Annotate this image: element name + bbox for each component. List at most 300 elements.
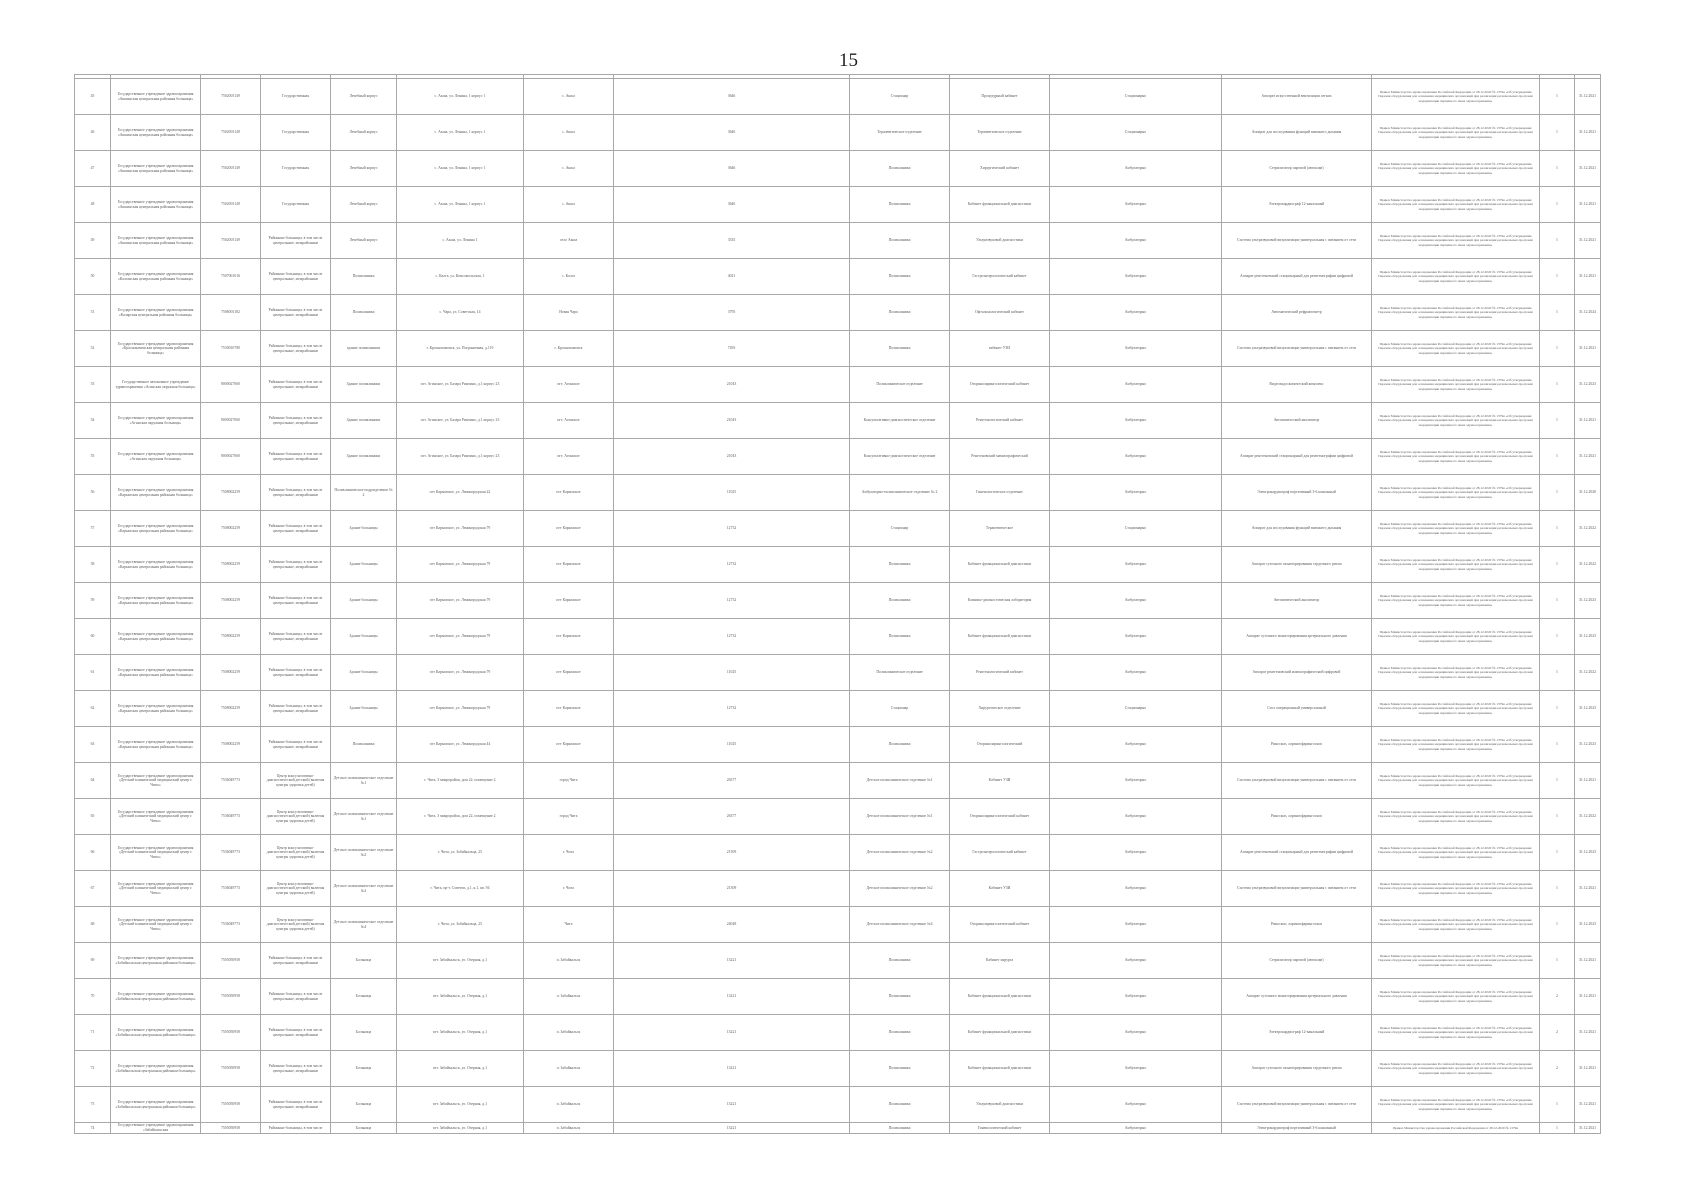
- building-cell: Здание поликлиники: [331, 403, 397, 439]
- room-cell: Хирургическое отделение: [950, 691, 1050, 727]
- address-cell: с. Акша, ул. Ленина, 1 корпус 1: [397, 79, 524, 115]
- equipment-name-cell: Аппарат суточного мониторирования артериального давления: [1222, 619, 1372, 655]
- population-cell: 3646: [614, 115, 850, 151]
- inn-cell: 7536049773: [201, 871, 261, 907]
- org-type-cell: Центр консультативно-диагностический детский (включая центры здоровья детей): [261, 763, 331, 799]
- room-cell: Терапевтическое: [950, 511, 1050, 547]
- legal-basis-cell: Приказ Министерства здравоохранения Российской Федерации от 28.12.2020 № 1379н «Об утверждении Перечня оборудования для оснащения медицинских организаций при реализации региональных программ модернизации первичного звена здравоохранения»: [1372, 151, 1540, 187]
- table-row: [75, 331, 1601, 367]
- legal-basis-cell: Приказ Министерства здравоохранения Российской Федерации от 28.12.2020 № 1379н «Об утверждении Перечня оборудования для оснащения медицинских организаций при реализации региональных программ модернизации первичного звена здравоохранения»: [1372, 295, 1540, 331]
- settlement-cell: Новая Чара: [524, 295, 614, 331]
- inn-cell: 7502001149: [201, 223, 261, 259]
- row-number-cell: 71: [75, 1015, 111, 1051]
- settlement-cell: п. Забайкальск: [524, 979, 614, 1015]
- legal-basis-cell: Приказ Министерства здравоохранения Российской Федерации от 28.12.2020 № 1379н «Об утверждении Перечня оборудования для оснащения медицинских организаций при реализации региональных программ модернизации первичного звена здравоохранения»: [1372, 331, 1540, 367]
- organization-name-cell: Государственное учреждение здравоохранения «Карымская центральная районная больница»: [111, 511, 201, 547]
- org-type-cell: Районные больницы, в том числе центральные, межрайонные: [261, 1015, 331, 1051]
- quantity-cell: 1: [1540, 1087, 1575, 1123]
- quantity-cell: 1: [1540, 763, 1575, 799]
- building-cell: Здание больницы: [331, 691, 397, 727]
- due-date-cell: 31.12.2022: [1575, 511, 1601, 547]
- table-row: [75, 151, 1601, 187]
- legal-basis-cell: Приказ Министерства здравоохранения Российской Федерации от 28.12.2020 № 1379н «Об утверждении Перечня оборудования для оснащения медицинских организаций при реализации региональных программ модернизации первичного звена здравоохранения»: [1372, 403, 1540, 439]
- row-number-cell: 60: [75, 619, 111, 655]
- address-cell: г. Чита, ул. Забайкальца, 25: [397, 907, 524, 943]
- quantity-cell: 1: [1540, 295, 1575, 331]
- organization-name-cell: Государственное учреждение здравоохранения «Детский клинический медицинский центр г. Читы»: [111, 871, 201, 907]
- legal-basis-cell: Приказ Министерства здравоохранения Российской Федерации от 28.12.2020 № 1379н «Об утверждении Перечня оборудования для оснащения медицинских организаций при реализации региональных программ модернизации первичного звена здравоохранения»: [1372, 799, 1540, 835]
- settlement-cell: пгт. Агинское: [524, 367, 614, 403]
- care-form-cell: Амбулаторно: [1050, 799, 1222, 835]
- org-type-cell: Районные больницы, в том числе центральные, межрайонные: [261, 511, 331, 547]
- row-number-cell: 73: [75, 1087, 111, 1123]
- org-type-cell: Центр консультативно-диагностический детский (включая центры здоровья детей): [261, 835, 331, 871]
- population-cell: 3646: [614, 151, 850, 187]
- building-cell: Здание больницы: [331, 619, 397, 655]
- building-cell: Больница: [331, 1123, 397, 1134]
- row-number-cell: 68: [75, 907, 111, 943]
- inn-cell: 7508002259: [201, 619, 261, 655]
- table-row: [75, 835, 1601, 871]
- room-cell: Оториноларингологический кабинет: [950, 799, 1050, 835]
- legal-basis-cell: Приказ Министерства здравоохранения Российской Федерации от 28.12.2020 № 1379н «Об утверждении Перечня оборудования для оснащения медицинских организаций при реализации региональных программ модернизации первичного звена здравоохранения»: [1372, 79, 1540, 115]
- subdivision-cell: Консультативно-диагностическое отделение: [850, 439, 950, 475]
- settlement-cell: пгт Карымское: [524, 619, 614, 655]
- population-cell: 12732: [614, 691, 850, 727]
- room-cell: кабинет УЗИ: [950, 331, 1050, 367]
- population-cell: 12732: [614, 547, 850, 583]
- quantity-cell: 1: [1540, 259, 1575, 295]
- table-row: [75, 223, 1601, 259]
- settlement-cell: с. Калга: [524, 259, 614, 295]
- organization-name-cell: Государственное учреждение здравоохранения «Акшинская центральная районная больница»: [111, 187, 201, 223]
- care-form-cell: Амбулаторно: [1050, 439, 1222, 475]
- inn-cell: 7508002259: [201, 691, 261, 727]
- table-row: [75, 655, 1601, 691]
- building-cell: Поликлиническое подразделение № 2: [331, 475, 397, 511]
- subdivision-cell: Поликлиника: [850, 151, 950, 187]
- building-cell: Поликлиника: [331, 727, 397, 763]
- care-form-cell: Амбулаторно: [1050, 187, 1222, 223]
- subdivision-cell: Поликлиника: [850, 259, 950, 295]
- due-date-cell: 31.12.2021: [1575, 1123, 1601, 1134]
- room-cell: Кабинет функциональной диагностики: [950, 1051, 1050, 1087]
- population-cell: 13221: [614, 1087, 850, 1123]
- address-cell: с. Калга, ул. Комсомольская, 1: [397, 259, 524, 295]
- due-date-cell: 31.12.2021: [1575, 223, 1601, 259]
- inn-cell: 7508002259: [201, 583, 261, 619]
- equipment-name-cell: Электрокардиограф портативный 3-6 канальный: [1222, 1123, 1372, 1134]
- settlement-cell: с. Акша: [524, 187, 614, 223]
- subdivision-cell: Поликлиника: [850, 583, 950, 619]
- quantity-cell: 2: [1540, 1015, 1575, 1051]
- quantity-cell: 2: [1540, 1051, 1575, 1087]
- settlement-cell: село Акша: [524, 223, 614, 259]
- building-cell: здание поликлиники: [331, 331, 397, 367]
- equipment-name-cell: Видеоэндоскопический комплекс: [1222, 367, 1372, 403]
- subdivision-cell: Детское поликлиническое отделение №2: [850, 871, 950, 907]
- table-row: [75, 259, 1601, 295]
- address-cell: пгт. Агинское, ул. Базара Ринчино, д.1 корпус 23: [397, 403, 524, 439]
- org-type-cell: Районные больницы, в том числе центральные, межрайонные: [261, 1051, 331, 1087]
- care-form-cell: Амбулаторно: [1050, 475, 1222, 511]
- equipment-register-sheet: [74, 74, 1600, 1134]
- address-cell: пгт Карымское, ул. Ленинградская 79: [397, 619, 524, 655]
- population-cell: 21309: [614, 871, 850, 907]
- due-date-cell: 31.12.2021: [1575, 331, 1601, 367]
- table-row: [75, 295, 1601, 331]
- building-cell: Детское поликлиническое отделение №2: [331, 835, 397, 871]
- care-form-cell: Амбулаторно: [1050, 259, 1222, 295]
- settlement-cell: пгт Карымское: [524, 583, 614, 619]
- legal-basis-cell: Приказ Министерства здравоохранения Российской Федерации от 28.12.2020 № 1379н «Об утверждении Перечня оборудования для оснащения медицинских организаций при реализации региональных программ модернизации первичного звена здравоохранения»: [1372, 979, 1540, 1015]
- row-number-cell: 52: [75, 331, 111, 367]
- subdivision-cell: Поликлиника: [850, 1087, 950, 1123]
- inn-cell: 7505050958: [201, 1051, 261, 1087]
- organization-name-cell: Государственное учреждение здравоохранения «Акшинская центральная районная больница»: [111, 223, 201, 259]
- inn-cell: 7530010780: [201, 331, 261, 367]
- org-type-cell: Государственная: [261, 79, 331, 115]
- address-cell: пгт Карымское, ул. Ленинградская 79: [397, 583, 524, 619]
- quantity-cell: 1: [1540, 835, 1575, 871]
- building-cell: Детское поликлиническое отделение №1: [331, 763, 397, 799]
- inn-cell: 7536049773: [201, 799, 261, 835]
- population-cell: 12732: [614, 583, 850, 619]
- due-date-cell: 31.12.2021: [1575, 115, 1601, 151]
- org-type-cell: Районные больницы, в том числе центральные, межрайонные: [261, 691, 331, 727]
- equipment-name-cell: Стерилизатор паровой (автоклав): [1222, 943, 1372, 979]
- room-cell: Рентгенологический кабинет: [950, 655, 1050, 691]
- legal-basis-cell: Приказ Министерства здравоохранения Российской Федерации от 28.12.2020 № 1379н «Об утверждении Перечня оборудования для оснащения медицинских организаций при реализации региональных программ модернизации первичного звена здравоохранения»: [1372, 1087, 1540, 1123]
- table-row: [75, 583, 1601, 619]
- legal-basis-cell: Приказ Министерства здравоохранения Российской Федерации от 28.12.2020 № 1379н «Об утверждении Перечня оборудования для оснащения медицинских организаций при реализации региональных программ модернизации первичного звена здравоохранения»: [1372, 763, 1540, 799]
- room-cell: Кабинет УЗИ: [950, 871, 1050, 907]
- settlement-cell: пгт. Агинское: [524, 439, 614, 475]
- row-number-cell: 72: [75, 1051, 111, 1087]
- org-type-cell: Центр консультативно-диагностический детский (включая центры здоровья детей): [261, 907, 331, 943]
- equipment-register-table: [74, 74, 1601, 1134]
- legal-basis-cell: Приказ Министерства здравоохранения Российской Федерации от 28.12.2020 № 1379н «Об утверждении Перечня оборудования для оснащения медицинских организаций при реализации региональных программ модернизации первичного звена здравоохранения»: [1372, 187, 1540, 223]
- inn-cell: 7505050958: [201, 1015, 261, 1051]
- population-cell: 7493: [614, 331, 850, 367]
- address-cell: г. Чита, 3 микрорайон, дом 22, помещение 2: [397, 763, 524, 799]
- quantity-cell: 1: [1540, 799, 1575, 835]
- address-cell: пгт Карымское, ул. Ленинградская 79: [397, 655, 524, 691]
- organization-name-cell: Государственное учреждение здравоохранения «Карымская центральная районная больница»: [111, 583, 201, 619]
- equipment-name-cell: Автоматический анализатор: [1222, 403, 1372, 439]
- building-cell: Больница: [331, 979, 397, 1015]
- table-row: [75, 403, 1601, 439]
- quantity-cell: 1: [1540, 655, 1575, 691]
- settlement-cell: пгт Карымское: [524, 511, 614, 547]
- subdivision-cell: Поликлиника: [850, 727, 950, 763]
- quantity-cell: 1: [1540, 943, 1575, 979]
- row-number-cell: 46: [75, 115, 111, 151]
- equipment-name-cell: Система ультразвуковой визуализации универсальная с питанием от сети: [1222, 331, 1372, 367]
- building-cell: Больница: [331, 1051, 397, 1087]
- room-cell: Кабинет функциональной диагностики: [950, 547, 1050, 583]
- row-number-cell: 56: [75, 475, 111, 511]
- due-date-cell: 31.12.2021: [1575, 1051, 1601, 1087]
- legal-basis-cell: Приказ Министерства здравоохранения Российской Федерации от 28.12.2020 № 1379н «Об утверждении Перечня оборудования для оснащения медицинских организаций при реализации региональных программ модернизации первичного звена здравоохранения»: [1372, 547, 1540, 583]
- care-form-cell: Амбулаторно: [1050, 547, 1222, 583]
- table-row: [75, 367, 1601, 403]
- table-row: [75, 115, 1601, 151]
- quantity-cell: 1: [1540, 115, 1575, 151]
- table-row: [75, 475, 1601, 511]
- inn-cell: 7508002259: [201, 475, 261, 511]
- care-form-cell: Амбулаторно: [1050, 1087, 1222, 1123]
- equipment-name-cell: Аппарат рентгеновский маммографический цифровой: [1222, 655, 1372, 691]
- equipment-name-cell: Стерилизатор паровой (автоклав): [1222, 151, 1372, 187]
- population-cell: 21043: [614, 367, 850, 403]
- room-cell: Гинекологический кабинет: [950, 1123, 1050, 1134]
- legal-basis-cell: Приказ Министерства здравоохранения Российской Федерации от 28.12.2020 № 1379н «Об утверждении Перечня оборудования для оснащения медицинских организаций при реализации региональных программ модернизации первичного звена здравоохранения»: [1372, 835, 1540, 871]
- population-cell: 21309: [614, 835, 850, 871]
- quantity-cell: 1: [1540, 79, 1575, 115]
- settlement-cell: город Чита: [524, 763, 614, 799]
- address-cell: пгт Карымское, ул. Ленинградская 79: [397, 691, 524, 727]
- settlement-cell: г. Краснокаменск: [524, 331, 614, 367]
- table-row: [75, 1087, 1601, 1123]
- address-cell: пгт. Забайкальск, ул. Озерная, д.1: [397, 1087, 524, 1123]
- quantity-cell: 1: [1540, 583, 1575, 619]
- care-form-cell: Амбулаторно: [1050, 1123, 1222, 1134]
- equipment-name-cell: Аппарат для исследования функций внешнего дыхания: [1222, 115, 1372, 151]
- organization-name-cell: Государственное учреждение здравоохранения «Карымская центральная районная больница»: [111, 727, 201, 763]
- organization-name-cell: Государственное учреждение здравоохранения «Забайкальская центральная районная больница»: [111, 1087, 201, 1123]
- population-cell: 13221: [614, 979, 850, 1015]
- equipment-name-cell: Аппарат рентгеновский стационарный для рентгенографии цифровой: [1222, 835, 1372, 871]
- org-type-cell: Районные больницы, в том числе: [261, 1123, 331, 1134]
- organization-name-cell: Государственное учреждение здравоохранения «Забайкальская центральная районная больница»: [111, 1015, 201, 1051]
- equipment-name-cell: Электрокардиограф портативный 3-6 канальный: [1222, 475, 1372, 511]
- care-form-cell: Стационарно: [1050, 79, 1222, 115]
- population-cell: 12732: [614, 511, 850, 547]
- equipment-name-cell: Система ультразвуковой визуализации универсальная с питанием от сети: [1222, 1087, 1372, 1123]
- care-form-cell: Амбулаторно: [1050, 871, 1222, 907]
- due-date-cell: 31.12.2020: [1575, 475, 1601, 511]
- legal-basis-cell: Приказ Министерства здравоохранения Российской Федерации от 28.12.2020 № 1379н «Об утверждении Перечня оборудования для оснащения медицинских организаций при реализации региональных программ модернизации первичного звена здравоохранения»: [1372, 727, 1540, 763]
- due-date-cell: 31.12.2022: [1575, 547, 1601, 583]
- equipment-name-cell: Аппарат рентгеновский стационарный для рентгенографии цифровой: [1222, 259, 1372, 295]
- quantity-cell: 1: [1540, 331, 1575, 367]
- legal-basis-cell: Приказ Министерства здравоохранения Российской Федерации от 28.12.2020 № 1379н «Об утверждении Перечня оборудования для оснащения медицинских организаций при реализации региональных программ модернизации первичного звена здравоохранения»: [1372, 475, 1540, 511]
- due-date-cell: 31.12.2023: [1575, 619, 1601, 655]
- address-cell: с. Акша, ул. Ленина, 1 корпус 1: [397, 151, 524, 187]
- care-form-cell: Амбулаторно: [1050, 835, 1222, 871]
- quantity-cell: 1: [1540, 547, 1575, 583]
- legal-basis-cell: Приказ Министерства здравоохранения Российской Федерации от 28.12.2020 № 1379н «Об утверждении Перечня оборудования для оснащения медицинских организаций при реализации региональных программ модернизации первичного звена здравоохранения»: [1372, 367, 1540, 403]
- equipment-name-cell: Аппарат суточного мониторирования артериального давления: [1222, 979, 1372, 1015]
- settlement-cell: п. Забайкальск: [524, 1015, 614, 1051]
- room-cell: Гастроэнтерологический кабинет: [950, 835, 1050, 871]
- building-cell: Больница: [331, 1015, 397, 1051]
- room-cell: Оториноларингологический кабинет: [950, 367, 1050, 403]
- equipment-name-cell: Аппарат суточного мониторирования сердечного ритма: [1222, 547, 1372, 583]
- care-form-cell: Амбулаторно: [1050, 907, 1222, 943]
- population-cell: 3335: [614, 223, 850, 259]
- inn-cell: 7508002259: [201, 727, 261, 763]
- row-number-cell: 53: [75, 367, 111, 403]
- organization-name-cell: Государственное учреждение здравоохранения «Карымская центральная районная больница»: [111, 547, 201, 583]
- care-form-cell: Амбулаторно: [1050, 1051, 1222, 1087]
- equipment-name-cell: Аппарат для исследования функций внешнего дыхания: [1222, 511, 1372, 547]
- address-cell: с. Акша, ул. Ленина 1: [397, 223, 524, 259]
- legal-basis-cell: Приказ Министерства здравоохранения Российской Федерации от 28.12.2020 № 1379н «Об утверждении Перечня оборудования для оснащения медицинских организаций при реализации региональных программ модернизации первичного звена здравоохранения»: [1372, 583, 1540, 619]
- address-cell: пгт. Забайкальск, ул. Озерная, д.1: [397, 979, 524, 1015]
- register-body: [75, 75, 1601, 1134]
- organization-name-cell: Государственное учреждение здравоохранения «Детский клинический медицинский центр г. Читы»: [111, 907, 201, 943]
- due-date-cell: 31.12.2021: [1575, 871, 1601, 907]
- organization-name-cell: Государственное учреждение здравоохранения «Агинская окружная больница»: [111, 439, 201, 475]
- inn-cell: 7508002259: [201, 655, 261, 691]
- organization-name-cell: Государственное учреждение здравоохранения «Забайкальская центральная районная больница»: [111, 979, 201, 1015]
- population-cell: 3795: [614, 295, 850, 331]
- building-cell: Здание больницы: [331, 547, 397, 583]
- row-number-cell: 74: [75, 1123, 111, 1134]
- row-number-cell: 70: [75, 979, 111, 1015]
- settlement-cell: пгт Карымское: [524, 727, 614, 763]
- address-cell: с. Чара, ул. Советская, 14: [397, 295, 524, 331]
- population-cell: 3646: [614, 79, 850, 115]
- row-number-cell: 67: [75, 871, 111, 907]
- population-cell: 12732: [614, 619, 850, 655]
- organization-name-cell: Государственное автономное учреждение здравоохранения «Агинская окружная больница»: [111, 367, 201, 403]
- row-number-cell: 50: [75, 259, 111, 295]
- building-cell: Лечебный корпус: [331, 187, 397, 223]
- legal-basis-cell: Приказ Министерства здравоохранения Российской Федерации от 28.12.2020 № 1379н «Об утверждении Перечня оборудования для оснащения медицинских организаций при реализации региональных программ модернизации первичного звена здравоохранения»: [1372, 1015, 1540, 1051]
- inn-cell: 7502001149: [201, 151, 261, 187]
- org-type-cell: Районные больницы, в том числе центральные, межрайонные: [261, 331, 331, 367]
- settlement-cell: город Чита: [524, 799, 614, 835]
- equipment-name-cell: Система ультразвуковой визуализации универсальная с питанием от сети: [1222, 871, 1372, 907]
- quantity-cell: 1: [1540, 619, 1575, 655]
- legal-basis-cell: Приказ Министерства здравоохранения Российской Федерации от 28.12.2020 № 1379н «Об утверждении Перечня оборудования для оснащения медицинских организаций при реализации региональных программ модернизации первичного звена здравоохранения»: [1372, 439, 1540, 475]
- row-number-cell: 49: [75, 223, 111, 259]
- room-cell: Терапевтическое отделение: [950, 115, 1050, 151]
- care-form-cell: Амбулаторно: [1050, 763, 1222, 799]
- quantity-cell: 1: [1540, 151, 1575, 187]
- equipment-name-cell: Аппарат суточного мониторирования сердечного ритма: [1222, 1051, 1372, 1087]
- quantity-cell: 2: [1540, 979, 1575, 1015]
- subdivision-cell: Консультативно-диагностическое отделение: [850, 403, 950, 439]
- due-date-cell: 31.12.2021: [1575, 979, 1601, 1015]
- care-form-cell: Амбулаторно: [1050, 331, 1222, 367]
- due-date-cell: 31.12.2021: [1575, 439, 1601, 475]
- subdivision-cell: Стационар: [850, 511, 950, 547]
- care-form-cell: Амбулаторно: [1050, 943, 1222, 979]
- legal-basis-cell: Приказ Министерства здравоохранения Российской Федерации от 28.12.2020 № 1379н «Об утверждении Перечня оборудования для оснащения медицинских организаций при реализации региональных программ модернизации первичного звена здравоохранения»: [1372, 619, 1540, 655]
- table-row: [75, 871, 1601, 907]
- row-number-cell: 63: [75, 727, 111, 763]
- room-cell: Гинекологическое отделение: [950, 475, 1050, 511]
- row-number-cell: 65: [75, 799, 111, 835]
- quantity-cell: 1: [1540, 223, 1575, 259]
- address-cell: г. Краснокаменск, ул. Пограничная, д.119: [397, 331, 524, 367]
- due-date-cell: 31.12.2021: [1575, 259, 1601, 295]
- population-cell: 26377: [614, 763, 850, 799]
- address-cell: пгт. Забайкальск, ул. Озерная, д.1: [397, 1015, 524, 1051]
- inn-cell: 7502001149: [201, 115, 261, 151]
- table-row: [75, 979, 1601, 1015]
- address-cell: пгт. Забайкальск, ул. Озерная, д.1: [397, 943, 524, 979]
- room-cell: Клинико-диагностическая лаборатория: [950, 583, 1050, 619]
- address-cell: пгт Карымское, ул. Ленинградская 79: [397, 547, 524, 583]
- due-date-cell: 31.12.2023: [1575, 835, 1601, 871]
- org-type-cell: Районные больницы, в том числе центральные, межрайонные: [261, 367, 331, 403]
- building-cell: Детское поликлиническое отделение №2: [331, 871, 397, 907]
- address-cell: с. Акша, ул. Ленина, 1 корпус 1: [397, 187, 524, 223]
- room-cell: Ультразвуковой диагностики: [950, 223, 1050, 259]
- settlement-cell: п. Забайкальск: [524, 1123, 614, 1134]
- equipment-name-cell: Стол операционный универсальный: [1222, 691, 1372, 727]
- subdivision-cell: Детское поликлиническое отделение №1: [850, 799, 950, 835]
- organization-name-cell: Государственное учреждение здравоохранения «Забайкальская центральная районная больница»: [111, 943, 201, 979]
- legal-basis-cell: Приказ Министерства здравоохранения Российской Федерации от 28.12.2020 № 1379н: [1372, 1123, 1540, 1134]
- org-type-cell: Районные больницы, в том числе центральные, межрайонные: [261, 583, 331, 619]
- settlement-cell: пгт. Агинское: [524, 403, 614, 439]
- population-cell: 3646: [614, 187, 850, 223]
- due-date-cell: 31.12.2022: [1575, 655, 1601, 691]
- quantity-cell: 1: [1540, 403, 1575, 439]
- equipment-name-cell: Риноскоп, ларингофарингоскоп: [1222, 727, 1372, 763]
- quantity-cell: 1: [1540, 367, 1575, 403]
- population-cell: 11025: [614, 475, 850, 511]
- building-cell: Лечебный корпус: [331, 115, 397, 151]
- org-type-cell: Центр консультативно-диагностический детский (включая центры здоровья детей): [261, 799, 331, 835]
- row-number-cell: 66: [75, 835, 111, 871]
- inn-cell: 7508002259: [201, 511, 261, 547]
- subdivision-cell: Детское поликлиническое отделение №4: [850, 907, 950, 943]
- legal-basis-cell: Приказ Министерства здравоохранения Российской Федерации от 28.12.2020 № 1379н «Об утверждении Перечня оборудования для оснащения медицинских организаций при реализации региональных программ модернизации первичного звена здравоохранения»: [1372, 655, 1540, 691]
- row-number-cell: 62: [75, 691, 111, 727]
- org-type-cell: Районные больницы, в том числе центральные, межрайонные: [261, 439, 331, 475]
- quantity-cell: 1: [1540, 691, 1575, 727]
- due-date-cell: 31.12.2023: [1575, 691, 1601, 727]
- address-cell: пгт. Агинское, ул. Базара Ринчино, д.1 корпус 23: [397, 439, 524, 475]
- building-cell: Больница: [331, 1087, 397, 1123]
- room-cell: Кабинет хирурга: [950, 943, 1050, 979]
- population-cell: 21043: [614, 439, 850, 475]
- legal-basis-cell: Приказ Министерства здравоохранения Российской Федерации от 28.12.2020 № 1379н «Об утверждении Перечня оборудования для оснащения медицинских организаций при реализации региональных программ модернизации первичного звена здравоохранения»: [1372, 511, 1540, 547]
- address-cell: пгт Карымское, ул. Ленинградская 44: [397, 727, 524, 763]
- subdivision-cell: Поликлиника: [850, 1123, 950, 1134]
- due-date-cell: 31.12.2021: [1575, 79, 1601, 115]
- org-type-cell: Государственная: [261, 187, 331, 223]
- care-form-cell: Стационарно: [1050, 115, 1222, 151]
- legal-basis-cell: Приказ Министерства здравоохранения Российской Федерации от 28.12.2020 № 1379н «Об утверждении Перечня оборудования для оснащения медицинских организаций при реализации региональных программ модернизации первичного звена здравоохранения»: [1372, 907, 1540, 943]
- population-cell: 13221: [614, 943, 850, 979]
- subdivision-cell: Поликлиника: [850, 943, 950, 979]
- table-row: [75, 511, 1601, 547]
- equipment-name-cell: Автоматический рефрактометр: [1222, 295, 1372, 331]
- building-cell: Здание больницы: [331, 583, 397, 619]
- due-date-cell: 31.12.2021: [1575, 151, 1601, 187]
- room-cell: Кабинет функциональной диагностики: [950, 187, 1050, 223]
- subdivision-cell: Поликлиническое отделение: [850, 655, 950, 691]
- due-date-cell: 31.12.2021: [1575, 403, 1601, 439]
- page-number: 15: [839, 50, 858, 71]
- table-row: [75, 1051, 1601, 1087]
- subdivision-cell: Поликлиническое отделение: [850, 367, 950, 403]
- due-date-cell: 31.12.2023: [1575, 907, 1601, 943]
- row-number-cell: 58: [75, 547, 111, 583]
- subdivision-cell: Терапевтическое отделение: [850, 115, 950, 151]
- building-cell: Лечебный корпус: [331, 223, 397, 259]
- due-date-cell: 31.12.2021: [1575, 187, 1601, 223]
- organization-name-cell: Государственное учреждение здравоохранения «Акшинская центральная районная больница»: [111, 151, 201, 187]
